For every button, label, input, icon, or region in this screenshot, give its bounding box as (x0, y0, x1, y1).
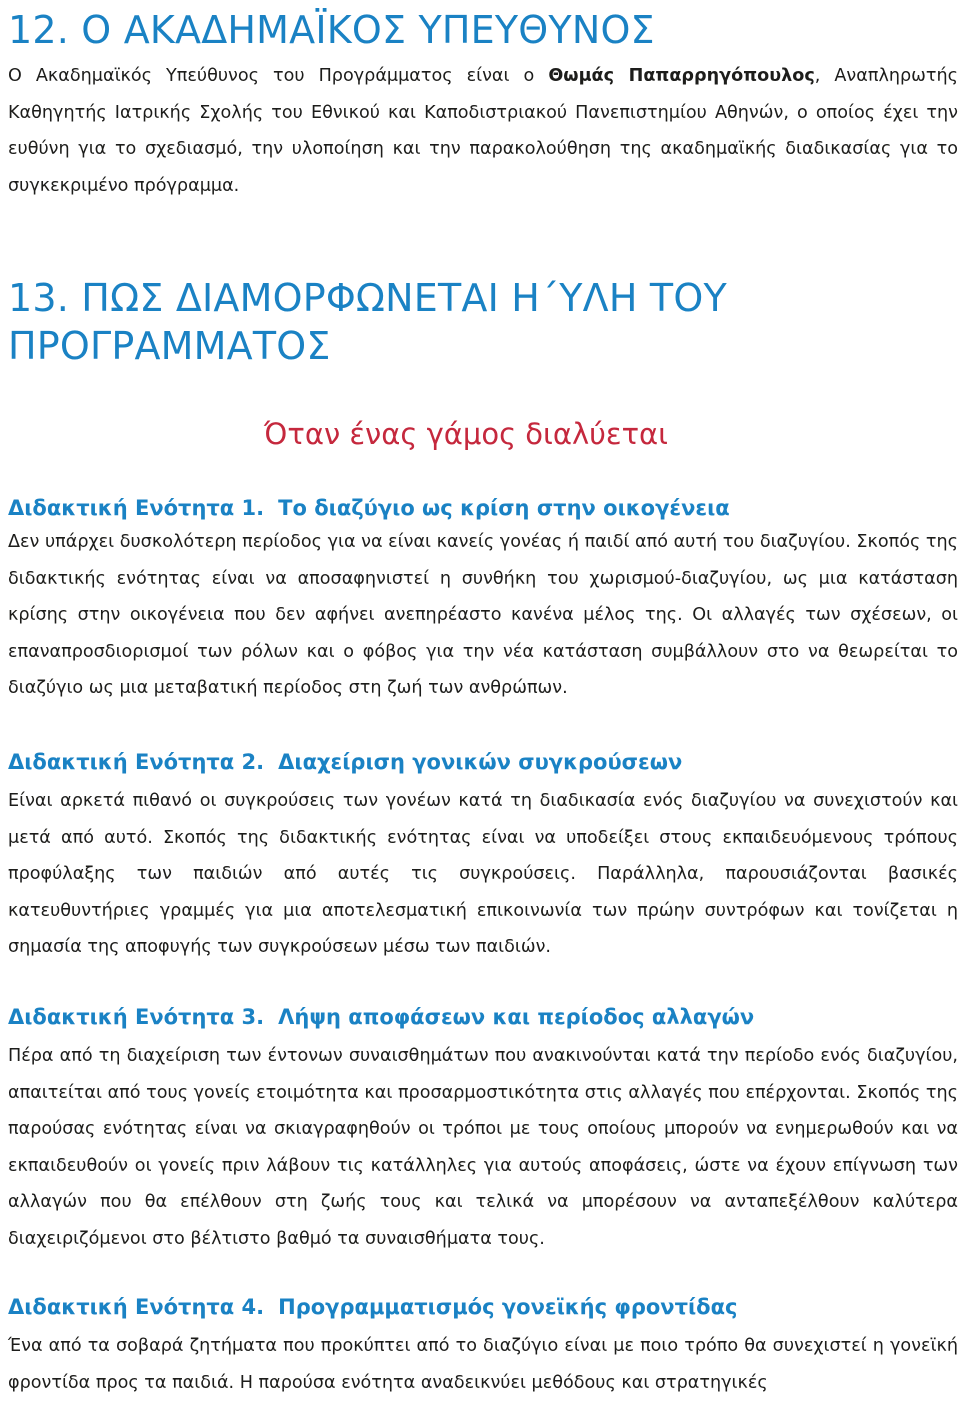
unit-2-title: Διαχείριση γονικών συγκρούσεων (278, 750, 683, 774)
program-subtitle: Όταν ένας γάμος διαλύεται (263, 417, 668, 451)
unit-1-text: Δεν υπάρχει δυσκολότερη περίοδος για να είναι κανείς γονέας ή παιδί από αυτή του διαζυγίου. Σκοπός της διδακτικής ενότητας είναι να αποσαφηνιστεί η συνθήκη του χωρισμού-διαζυγίου, ως μια κατάσταση κρίσης στην οικογένεια που δεν αφήνει ανεπηρέαστο κανένα μέλος της. Οι αλλαγές των σχέσεων, οι επαναπροσδιορισμοί των ρόλων και ο φόβος για την νέα κατάσταση συμβάλλουν στο να θεωρείται το διαζύγιο ως μια μεταβατική περίοδος στη ζωή των ανθρώπων. (8, 532, 958, 698)
unit-1-label: Διδακτική Ενότητα 1. (8, 496, 265, 520)
unit-4-heading (8, 1293, 737, 1321)
unit-2-text: Είναι αρκετά πιθανό οι συγκρούσεις των γονέων κατά τη διαδικασία ενός διαζυγίου να συνεχιστούν και μετά από αυτό. Σκοπός της διδακτικής ενότητας είναι να υποδείξει στους εκπαιδευόμενους τρόπους προφύλαξης των παιδιών από αυτές τις συγκρούσεις. Παράλληλα, παρουσιάζονται βασικές κατευθυντήριες γραμμές για μια αποτελεσματική επικοινωνία των πρώην συντρόφων και τονίζεται η σημασία της αποφυγής των συγκρούσεων μέσω των παιδιών. (8, 791, 958, 957)
unit-2-label: Διδακτική Ενότητα 2. (8, 750, 265, 774)
section-12-title: 12. Ο ΑΚΑΔΗΜΑΪΚΟΣ ΥΠΕΥΘΥΝΟΣ (8, 8, 655, 52)
unit-3-heading (8, 1003, 754, 1031)
unit-1-title: Το διαζύγιο ως κρίση στην οικογένεια (278, 496, 730, 520)
academic-director-name: Θωμάς Παπαρρηγόπουλος (548, 66, 815, 86)
unit-3-text: Πέρα από τη διαχείριση των έντονων συναισθημάτων που ανακινούνται κατά την περίοδο ενός διαζυγίου, απαιτείται από τους γονείς ετοιμότητα και προσαρμοστικότητα στις αλλαγές που επέρχονται. Σκοπός της παρούσας ενότητας είναι να σκιαγραφηθούν οι τρόποι με τους οποίους μπορούν να ενημερωθούν και να εκπαιδευθούν οι γονείς πριν λάβουν τις κατάλληλες για αυτούς αποφάσεις, ώστε να έχουν επίγνωση των αλλαγών που θα επέλθουν στη ζωής τους και τελικά να μπορέσουν να ανταπεξέλθουν καλύτερα διαχειριζόμενοι στο βέλτιστο βαθμό τα συναισθήματα τους. (8, 1046, 958, 1249)
unit-4-title: Προγραμματισμός γονεϊκής φροντίδας (278, 1295, 738, 1319)
section-12-text-end: , Αναπληρωτής Καθηγητής Ιατρικής Σχολής του Εθνικού και Καποδιστριακού Πανεπιστημίου Αθηνών, ο οποίος έχει την ευθύνη για το σχεδιασμό, την υλοποίηση και την παρακολούθηση της ακαδημαϊκής διαδικασίας για το συγκεκριμένο πρόγραμμα. (8, 66, 958, 196)
unit-3-title: Λήψη αποφάσεων και περίοδος αλλαγών (278, 1005, 755, 1029)
unit-3-label: Διδακτική Ενότητα 3. (8, 1005, 265, 1029)
section-13-title-line2: ΠΡΟΓΡΑΜΜΑΤΟΣ (8, 324, 331, 368)
section-12-text (8, 58, 958, 204)
unit-4-label: Διδακτική Ενότητα 4. (8, 1295, 265, 1319)
section-12-text-start: Ο Ακαδημαϊκός Υπεύθυνος του Προγράμματος είναι ο (8, 66, 549, 86)
section-13-title-line1: 13. ΠΩΣ ΔΙΑΜΟΡΦΩΝΕΤΑΙ Η΄ΥΛΗ ΤΟΥ (8, 276, 727, 320)
unit-1-heading (8, 494, 730, 522)
unit-2-heading (8, 748, 682, 776)
section-13-title (8, 274, 727, 370)
unit-4-text: Ένα από τα σοβαρά ζητήματα που προκύπτει από το διαζύγιο είναι με ποιο τρόπο θα συνεχιστεί η γονεϊκή φροντίδα προς τα παιδιά. Η παρούσα ενότητα αναδεικνύει μεθόδους και στρατηγικές (8, 1336, 958, 1393)
